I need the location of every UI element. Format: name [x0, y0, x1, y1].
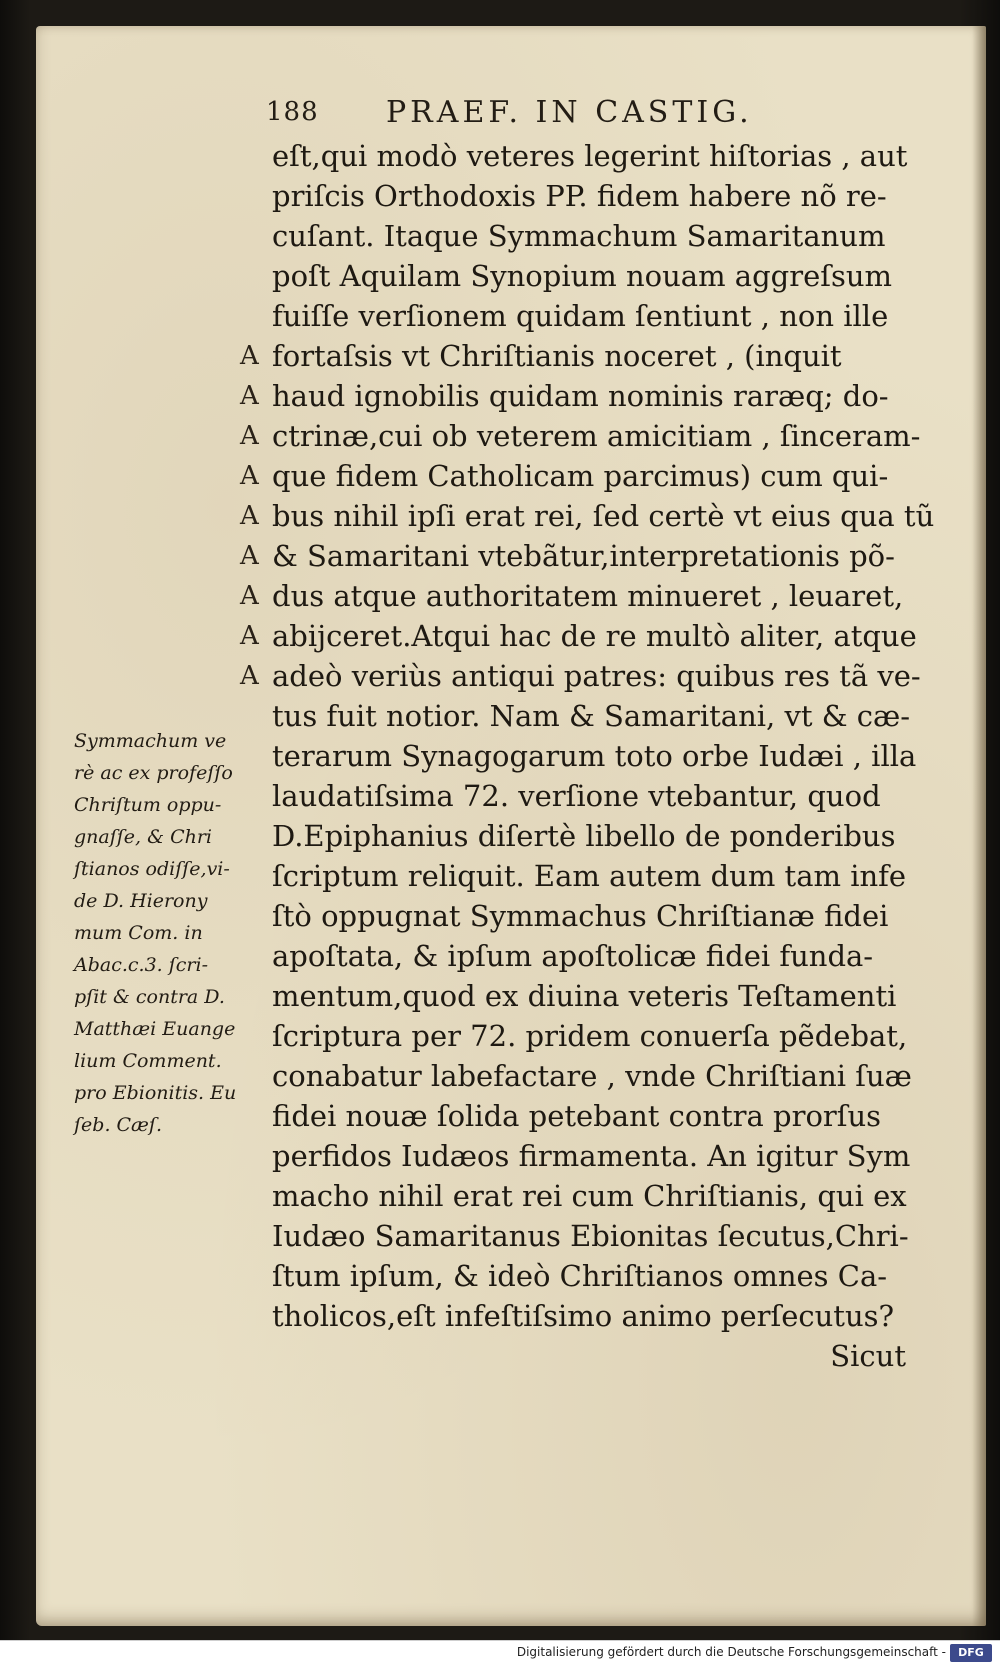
text-line-content: eſt,qui modò veteres legerint hiſtorias , aut — [272, 139, 908, 173]
text-line-content: priſcis Orthodoxis PP. fidem habere nõ re- — [272, 179, 887, 213]
text-line-content: haud ignobilis quidam nominis raræq; do- — [272, 379, 889, 413]
text-line-content: ſtò oppugnat Symmachus Chriſtianæ fidei — [272, 899, 889, 933]
text-line-content: fidei nouæ ſolida petebant contra prorſus — [272, 1099, 882, 1133]
running-head — [266, 95, 826, 137]
text-line — [268, 976, 920, 1016]
page-gutter-shadow — [972, 26, 986, 1626]
marginal-note-line: gnaſſe, & Chri — [74, 826, 213, 848]
text-line-content: perfidos Iudæos firmamenta. An igitur Sym — [272, 1139, 911, 1173]
marginal-note — [74, 725, 284, 1141]
text-line — [268, 936, 920, 976]
marginal-note-line: mum Com. in — [74, 922, 203, 944]
text-line — [268, 1096, 920, 1136]
text-line — [268, 856, 920, 896]
text-line — [240, 456, 920, 496]
text-line — [268, 1256, 920, 1296]
text-line — [240, 616, 920, 656]
marginal-note-line: ſtianos odiſſe,vi- — [74, 858, 230, 880]
digitization-footer — [0, 1640, 1000, 1666]
text-line — [268, 296, 920, 336]
catchword: Sicut — [830, 1339, 906, 1373]
text-line — [268, 816, 920, 856]
text-line-content: terarum Synagogarum toto orbe Iudæi , illa — [272, 739, 917, 773]
text-line — [240, 576, 920, 616]
marginal-note-line: lium Comment. — [74, 1050, 222, 1072]
text-line — [268, 1176, 920, 1216]
text-line — [240, 376, 920, 416]
text-line-content: & Samaritani vtebãtur,interpretationis põ- — [272, 539, 895, 573]
text-line-content: adeò veriùs antiqui patres: quibus res tã ve- — [272, 659, 921, 693]
marginal-note-line: Matthæi Euange — [74, 1018, 236, 1040]
text-line-content: D.Epiphanius diſertè libello de ponderibus — [272, 819, 896, 853]
text-line — [268, 696, 920, 736]
running-title: PRAEF. IN CASTIG. — [386, 95, 753, 130]
marginal-note-line: pſit & contra D. — [74, 986, 225, 1008]
text-line — [268, 1216, 920, 1256]
text-line — [268, 216, 920, 256]
text-line — [268, 896, 920, 936]
text-line-content: bus nihil ipſi erat rei, ſed certè vt eius qua tũ — [272, 499, 935, 533]
text-line-content: ſcriptura per 72. pridem conuerſa pẽdebat, — [272, 1019, 908, 1053]
text-line — [268, 1296, 920, 1336]
footer-credit-text: Digitalisierung gefördert durch die Deutsche Forschungsgemeinschaft - — [516, 1645, 946, 1659]
marginal-note-line: Abac.c.3. ſcri- — [74, 954, 208, 976]
quotation-mark: A — [240, 581, 259, 611]
text-line-content: macho nihil erat rei cum Chriſtianis, qui ex — [272, 1179, 907, 1213]
text-line-content: conabatur labefactare , vnde Chriſtiani ſuæ — [272, 1059, 912, 1093]
text-line — [268, 736, 920, 776]
text-line-content: Iudæo Samaritanus Ebionitas ſecutus,Chri- — [272, 1219, 909, 1253]
text-line — [268, 256, 920, 296]
text-line-content: abijceret.Atqui hac de re multò aliter, atque — [272, 619, 917, 653]
quotation-mark: A — [240, 661, 259, 691]
text-line — [240, 416, 921, 456]
text-line-content: tholicos,eſt infeſtiſsimo animo perſecutus? — [272, 1299, 895, 1333]
marginal-note-line: rè ac ex profeſſo — [74, 762, 233, 784]
marginal-note-line: ſeb. Cæſ. — [74, 1114, 162, 1136]
text-line-content: ctrinæ,cui ob veterem amicitiam , ſinceram- — [272, 419, 921, 453]
marginal-note-line: Chriſtum oppu- — [74, 794, 222, 816]
quotation-mark: A — [240, 381, 259, 411]
quotation-mark: A — [240, 541, 259, 571]
marginal-note-line: de D. Hierony — [74, 890, 208, 912]
text-line — [268, 1016, 920, 1056]
text-line-content: que fidem Catholicam parcimus) cum qui- — [272, 459, 889, 493]
text-line — [268, 776, 920, 816]
main-text-block — [240, 136, 935, 1376]
text-line-content: fortaſsis vt Chriſtianis noceret , (inquit — [272, 339, 842, 373]
quotation-mark: A — [240, 421, 259, 451]
text-line-content: ſtum ipſum, & ideò Chriſtianos omnes Ca- — [272, 1259, 888, 1293]
text-line — [240, 536, 920, 576]
page-number: 188 — [266, 97, 319, 127]
quotation-mark: A — [240, 501, 259, 531]
text-line-content: laudatiſsima 72. verſione vtebantur, quod — [272, 779, 881, 813]
text-line — [268, 1056, 920, 1096]
text-line-content: cuſant. Itaque Symmachum Samaritanum — [272, 219, 886, 253]
quotation-mark: A — [240, 341, 259, 371]
text-line — [240, 656, 921, 696]
quotation-mark: A — [240, 621, 259, 651]
text-line — [240, 496, 935, 536]
text-line — [240, 336, 920, 376]
text-line-content: ſcriptum reliquit. Eam autem dum tam infe — [272, 859, 907, 893]
marginal-note-line: Symmachum ve — [74, 730, 227, 752]
text-line — [268, 136, 920, 176]
text-line-content: poſt Aquilam Synopium nouam aggreſsum — [272, 259, 893, 293]
text-line-content: apoſtata, & ipſum apoſtolicæ fidei funda- — [272, 939, 874, 973]
text-line — [268, 1136, 920, 1176]
text-line — [268, 176, 920, 216]
text-line-content: tus fuit notior. Nam & Samaritani, vt & cæ- — [272, 699, 911, 733]
dfg-logo-icon: DFG — [950, 1644, 992, 1662]
text-line-content: fuiſſe verſionem quidam ſentiunt , non ille — [272, 299, 889, 333]
text-line-content: dus atque authoritatem minueret , leuaret, — [272, 579, 904, 613]
quotation-mark: A — [240, 461, 259, 491]
text-line-content: mentum,quod ex diuina veteris Teſtamenti — [272, 979, 897, 1013]
marginal-note-line: pro Ebionitis. Eu — [74, 1082, 237, 1104]
